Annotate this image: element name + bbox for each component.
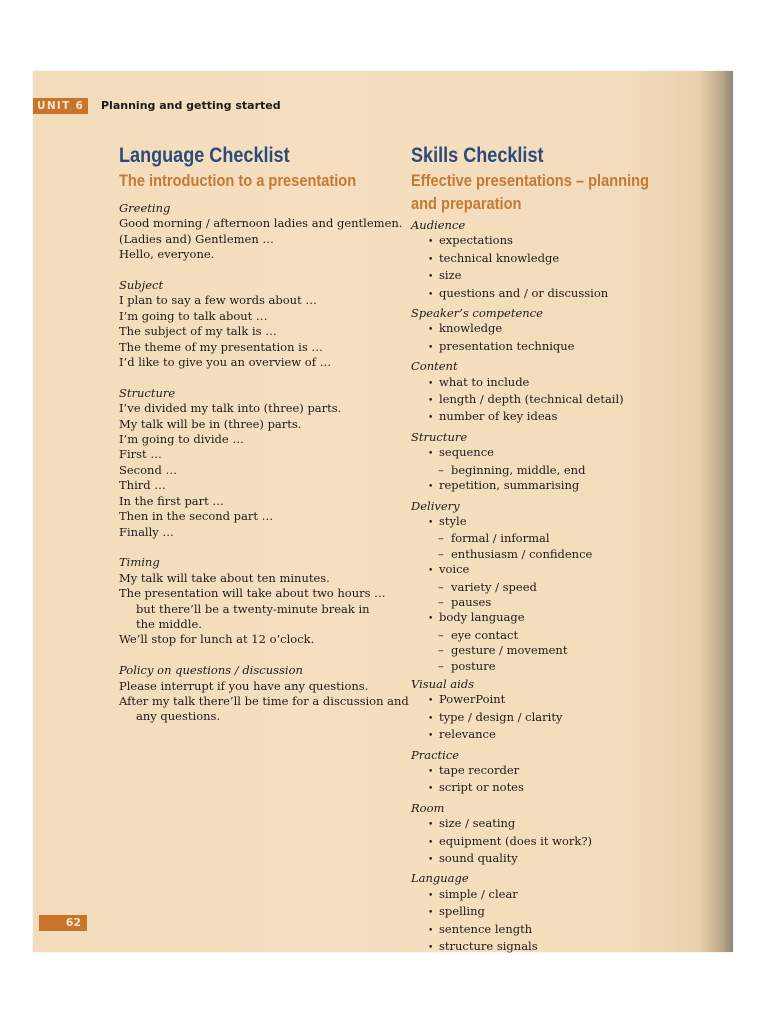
phrase-line: The subject of my talk is … [119,324,277,339]
phrase-line: I’ve divided my talk into (three) parts. [119,401,342,416]
phrase-line: My talk will take about ten minutes. [119,570,330,585]
language-checklist-title: Language Checklist [119,144,290,167]
checklist-item: • sequence [411,445,711,462]
checklist-item: • sentence length [411,922,711,939]
language-checklist-subtitle: The introduction to a presentation [119,171,357,190]
checklist-item: • repetition, summarising [411,478,711,495]
book-page [33,71,733,952]
phrase-line: any questions. [136,709,221,724]
section-label-structure: Structure [119,385,176,400]
phrase-line: I’d like to give you an overview of … [119,355,332,370]
checklist-item: • size / seating [411,816,711,833]
section-gap [119,540,409,555]
phrase-line: Please interrupt if you have any questions. [119,678,369,693]
checklist-item: • expectations [411,233,711,250]
checklist-item: • size [411,268,711,285]
checklist-item: • presentation technique [411,339,711,356]
checklist-item: • relevance [411,727,711,744]
skills-checklist-subtitle-line-2: and preparation [411,194,522,213]
checklist-subitem: – variety / speed [411,580,711,595]
checklist-subitem: – eye contact [411,628,711,643]
section-label-practice: Practice [411,747,460,762]
checklist-subitem: – enthusiasm / confidence [411,547,711,562]
skills-checklist [411,143,711,956]
checklist-item: • questions and / or discussion [411,286,711,303]
checklist-item: • technical knowledge [411,251,711,268]
checklist-item: • what to include [411,375,711,392]
page-number: 62 [39,915,87,931]
checklist-item: • length / depth (technical detail) [411,392,711,409]
phrase-line: In the first part … [119,493,224,508]
language-checklist-body [119,201,409,725]
unit-badge: UNIT 6 [33,98,88,114]
phrase-line: After my talk there’ll be time for a discussion and [119,693,409,708]
checklist-item: • equipment (does it work?) [411,834,711,851]
phrase-line: I’m going to divide … [119,432,244,447]
section-label-policy-on-questions: Policy on questions / discussion [119,663,303,678]
checklist-subitem: – posture [411,659,711,674]
phrase-line: My talk will be in (three) parts. [119,416,302,431]
phrase-line: I’m going to talk about … [119,308,268,323]
phrase-line: We’ll stop for lunch at 12 o’clock. [119,632,315,647]
section-label-content: Content [411,359,458,374]
phrase-line: The presentation will take about two hours … [119,586,386,601]
checklist-subitem: – beginning, middle, end [411,463,711,478]
checklist-subitem: – gesture / movement [411,643,711,658]
section-label-visual-aids: Visual aids [411,676,475,691]
section-gap [119,370,409,385]
section-label-greeting: Greeting [119,201,171,215]
checklist-item: • script or notes [411,780,711,797]
phrase-line: Finally … [119,524,174,539]
unit-title: Planning and getting started [101,99,281,112]
skills-checklist-title: Skills Checklist [411,144,544,167]
section-label-room: Room [411,800,445,815]
checklist-item: • tape recorder [411,763,711,780]
checklist-item: • type / design / clarity [411,710,711,727]
checklist-item: • knowledge [411,321,711,338]
checklist-subitem: – formal / informal [411,531,711,546]
phrase-line: Then in the second part … [119,509,274,524]
section-gap [119,648,409,663]
phrase-line: I plan to say a few words about … [119,293,317,308]
phrase-line: First … [119,447,162,462]
checklist-item: • structure signals [411,939,711,956]
phrase-line: the middle. [136,616,202,631]
section-label-structure: Structure [411,429,468,444]
section-gap [119,263,409,278]
phrase-line: but there’ll be a twenty-minute break in [136,601,370,616]
checklist-subitem: – pauses [411,595,711,610]
phrase-line: (Ladies and) Gentlemen … [119,231,274,246]
section-label-delivery: Delivery [411,498,460,513]
section-label-audience: Audience [411,218,466,232]
checklist-item: • PowerPoint [411,692,711,709]
section-label-subject: Subject [119,278,164,293]
checklist-item: • sound quality [411,851,711,868]
phrase-line: Hello, everyone. [119,247,215,262]
checklist-item: • voice [411,562,711,579]
skills-checklist-subtitle-line-1: Effective presentations – planning [411,171,650,190]
checklist-item: • spelling [411,904,711,921]
checklist-item: • simple / clear [411,887,711,904]
phrase-line: Second … [119,462,177,477]
phrase-line: Third … [119,478,166,493]
section-label-timing: Timing [119,555,160,570]
section-label-speakers-competence: Speaker’s competence [411,306,543,321]
language-checklist [119,143,409,725]
phrase-line: The theme of my presentation is … [119,339,323,354]
checklist-item: • body language [411,610,711,627]
phrase-line: Good morning / afternoon ladies and gentlemen. [119,216,403,231]
section-label-language: Language [411,871,469,886]
checklist-item: • style [411,514,711,531]
checklist-item: • number of key ideas [411,409,711,426]
